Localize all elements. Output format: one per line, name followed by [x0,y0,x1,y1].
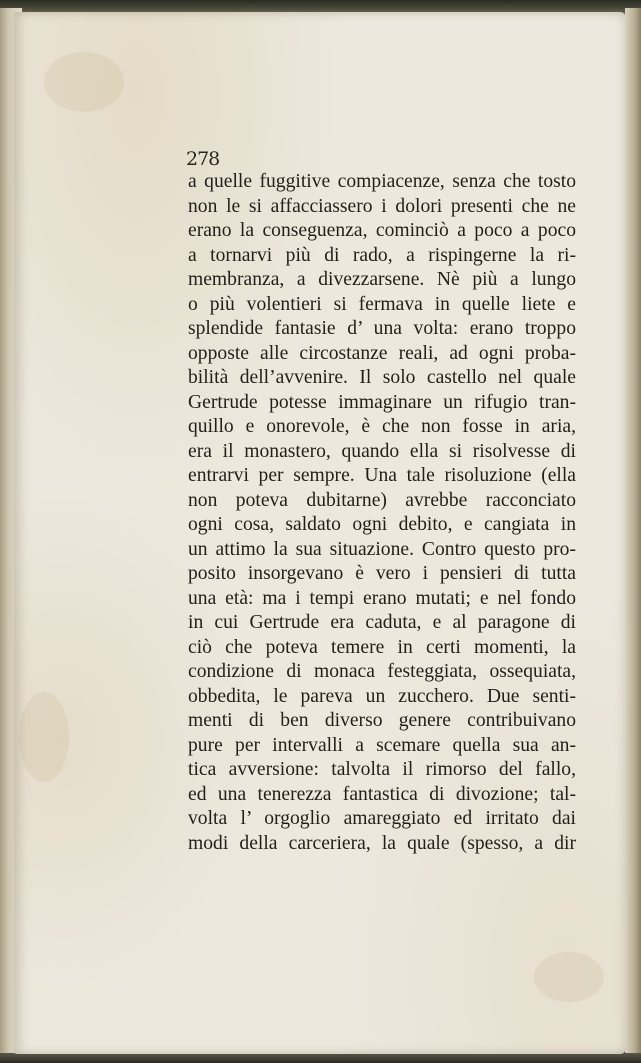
paper-stain [44,52,124,112]
text-line: bilità dell’avvenire. Il solo castello nel quale [188,367,576,388]
text-line: ed una tenerezza fantastica di divozione; tal- [188,783,576,805]
text-line: condizione di monaca festeggiata, ossequiata, [188,661,576,682]
text-line: posito insorgevano è vero i pensieri di tutta [188,563,576,584]
text-line: era il monastero, quando ella si risolvesse di [188,440,576,462]
text-line: ogni cosa, saldato ogni debito, e cangiata in [188,514,576,535]
page-number: 278 [186,148,220,170]
text-line: ciò che poteva temere in certi momenti, la [188,636,576,658]
text-line: Gertrude potesse immaginare un rifugio tran- [188,391,576,413]
text-line: splendide fantasie d’ una volta: erano troppo [188,318,576,339]
text-line: o più volentieri si fermava in quelle liete e [188,293,576,315]
text-line: entrarvi per sempre. Una tale risoluzione (ella [188,465,576,486]
text-line: modi della carceriera, la quale (spesso, a dir [188,832,576,854]
text-line: opposte alle circostanze reali, ad ogni proba- [188,342,576,364]
book-binding-bottom [0,1053,641,1063]
text-line: quillo e onorevole, è che non fosse in aria, [188,416,576,437]
paper-stain [19,692,69,782]
text-line: menti di ben diverso genere contribuivano [188,710,576,731]
text-line: obbedita, le pareva un zucchero. Due senti- [188,685,576,707]
text-line: in cui Gertrude era caduta, e al paragone di [188,612,576,633]
text-line: membranza, a divezzarsene. Nè più a lungo [188,269,576,290]
text-line: tica avversione: talvolta il rimorso del fallo, [188,759,576,780]
text-line: a tornarvi più di rado, a rispingerne la ri- [188,244,576,266]
paper-stain [534,952,604,1002]
text-line: pure per intervalli a scemare quella sua an- [188,734,576,756]
text-line: a quelle fuggitive compiacenze, senza che tosto [188,171,576,192]
body-text [188,170,576,856]
text-line: non poteva dubitarne) avrebbe racconciato [188,489,576,511]
page-edge-right [625,8,641,1058]
text-line: volta l’ orgoglio amareggiato ed irritato dai [188,808,576,829]
text-line: erano la conseguenza, cominciò a poco a poco [188,220,576,241]
text-line: non le si affacciassero i dolori presenti che ne [188,195,576,217]
text-line: una età: ma i tempi erano mutati; e nel fondo [188,587,576,609]
text-line: un attimo la sua situazione. Contro questo pro- [188,538,576,560]
